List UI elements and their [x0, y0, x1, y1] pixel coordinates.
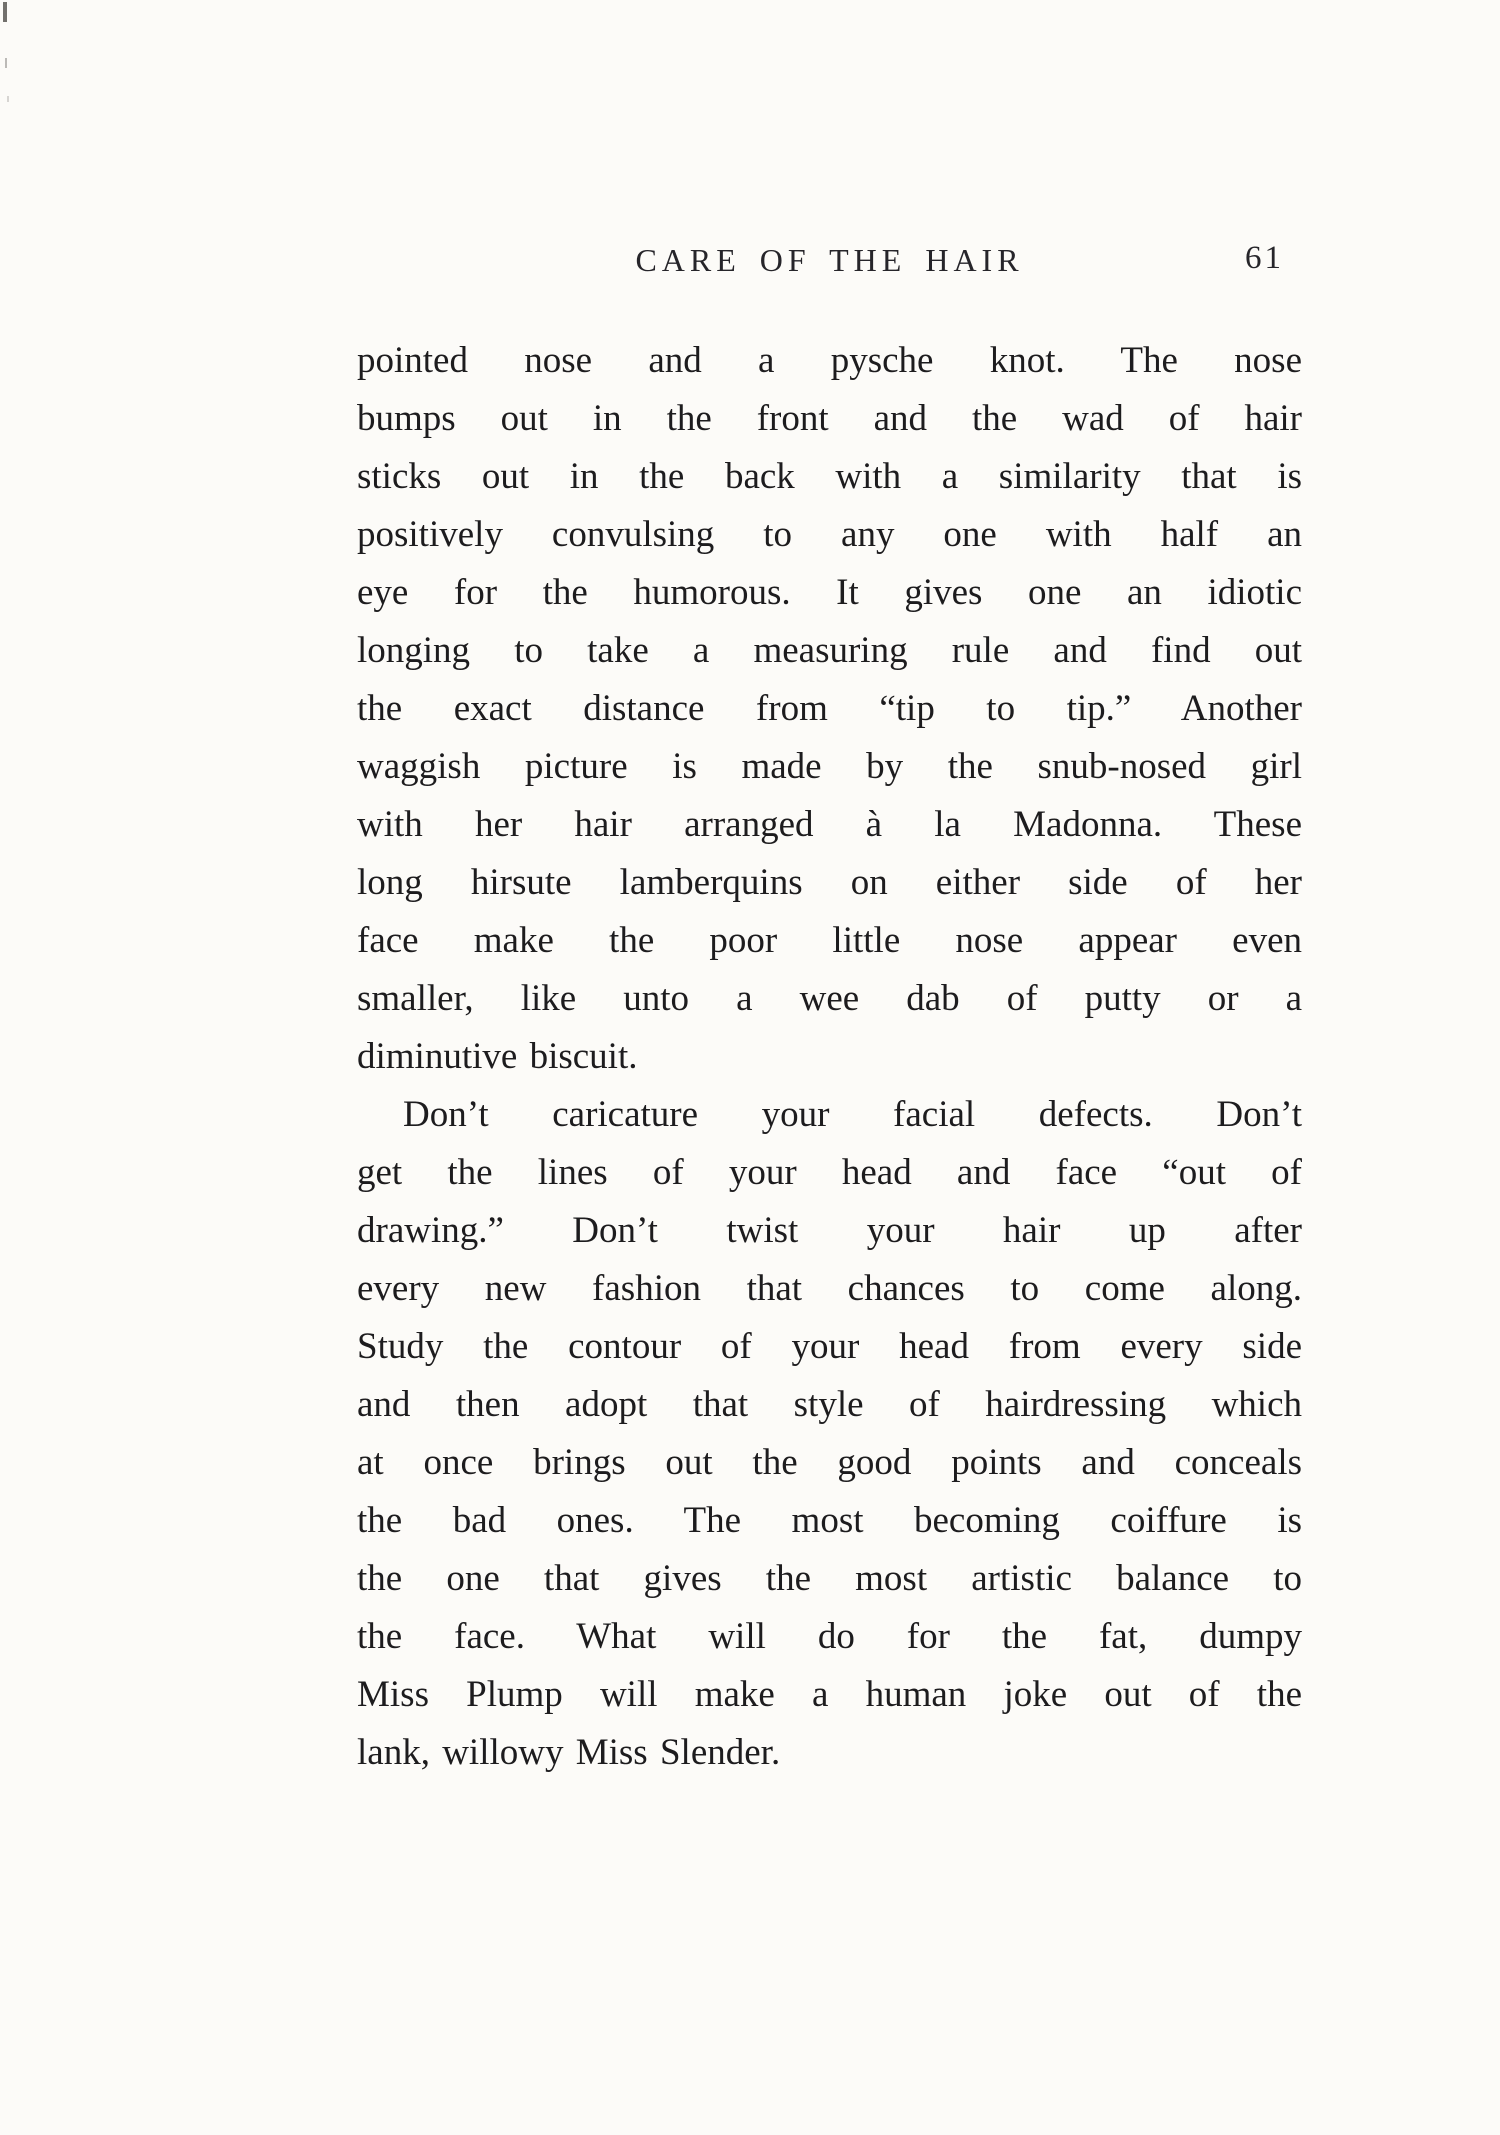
running-title: CARE OF THE HAIR — [635, 242, 1024, 278]
text-line: Study the contour of your head from every side — [357, 1326, 1302, 1367]
text-line: Miss Plump will make a human joke out of the — [357, 1674, 1302, 1715]
text-line: drawing.” Don’t twist your hair up after — [357, 1210, 1302, 1251]
scan-artifact — [7, 96, 9, 102]
text-line: and then adopt that style of hairdressing which — [357, 1384, 1302, 1425]
text-line: with her hair arranged à la Madonna. These — [357, 804, 1302, 845]
text-line: the face. What will do for the fat, dumpy — [357, 1616, 1302, 1657]
text-line: the exact distance from “tip to tip.” Another — [357, 688, 1302, 729]
page-number: 61 — [1245, 240, 1284, 276]
text-line: pointed nose and a pysche knot. The nose — [357, 340, 1302, 381]
scan-artifact — [3, 2, 7, 22]
text-line: face make the poor little nose appear even — [357, 920, 1302, 961]
text-line: at once brings out the good points and conceals — [357, 1442, 1302, 1483]
text-line: positively convulsing to any one with half an — [357, 514, 1302, 555]
page-header — [357, 242, 1302, 290]
text-line: long hirsute lamberquins on either side of her — [357, 862, 1302, 903]
text-line: longing to take a measuring rule and find out — [357, 630, 1302, 671]
text-line: waggish picture is made by the snub-nosed girl — [357, 746, 1302, 787]
text-line: get the lines of your head and face “out of — [357, 1152, 1302, 1193]
text-line: bumps out in the front and the wad of hair — [357, 398, 1302, 439]
text-line: eye for the humorous. It gives one an idiotic — [357, 572, 1302, 613]
text-line: diminutive biscuit. — [357, 1036, 638, 1077]
text-line: sticks out in the back with a similarity that is — [357, 456, 1302, 497]
scan-artifact — [5, 58, 7, 68]
text-line: the one that gives the most artistic balance to — [357, 1558, 1302, 1599]
text-block — [357, 332, 1302, 1782]
text-line: Don’t caricature your facial defects. Don’t — [403, 1094, 1302, 1135]
text-line: lank, willowy Miss Slender. — [357, 1732, 781, 1773]
text-line: every new fashion that chances to come along. — [357, 1268, 1302, 1309]
text-line: the bad ones. The most becoming coiffure is — [357, 1500, 1302, 1541]
text-line: smaller, like unto a wee dab of putty or a — [357, 978, 1302, 1019]
